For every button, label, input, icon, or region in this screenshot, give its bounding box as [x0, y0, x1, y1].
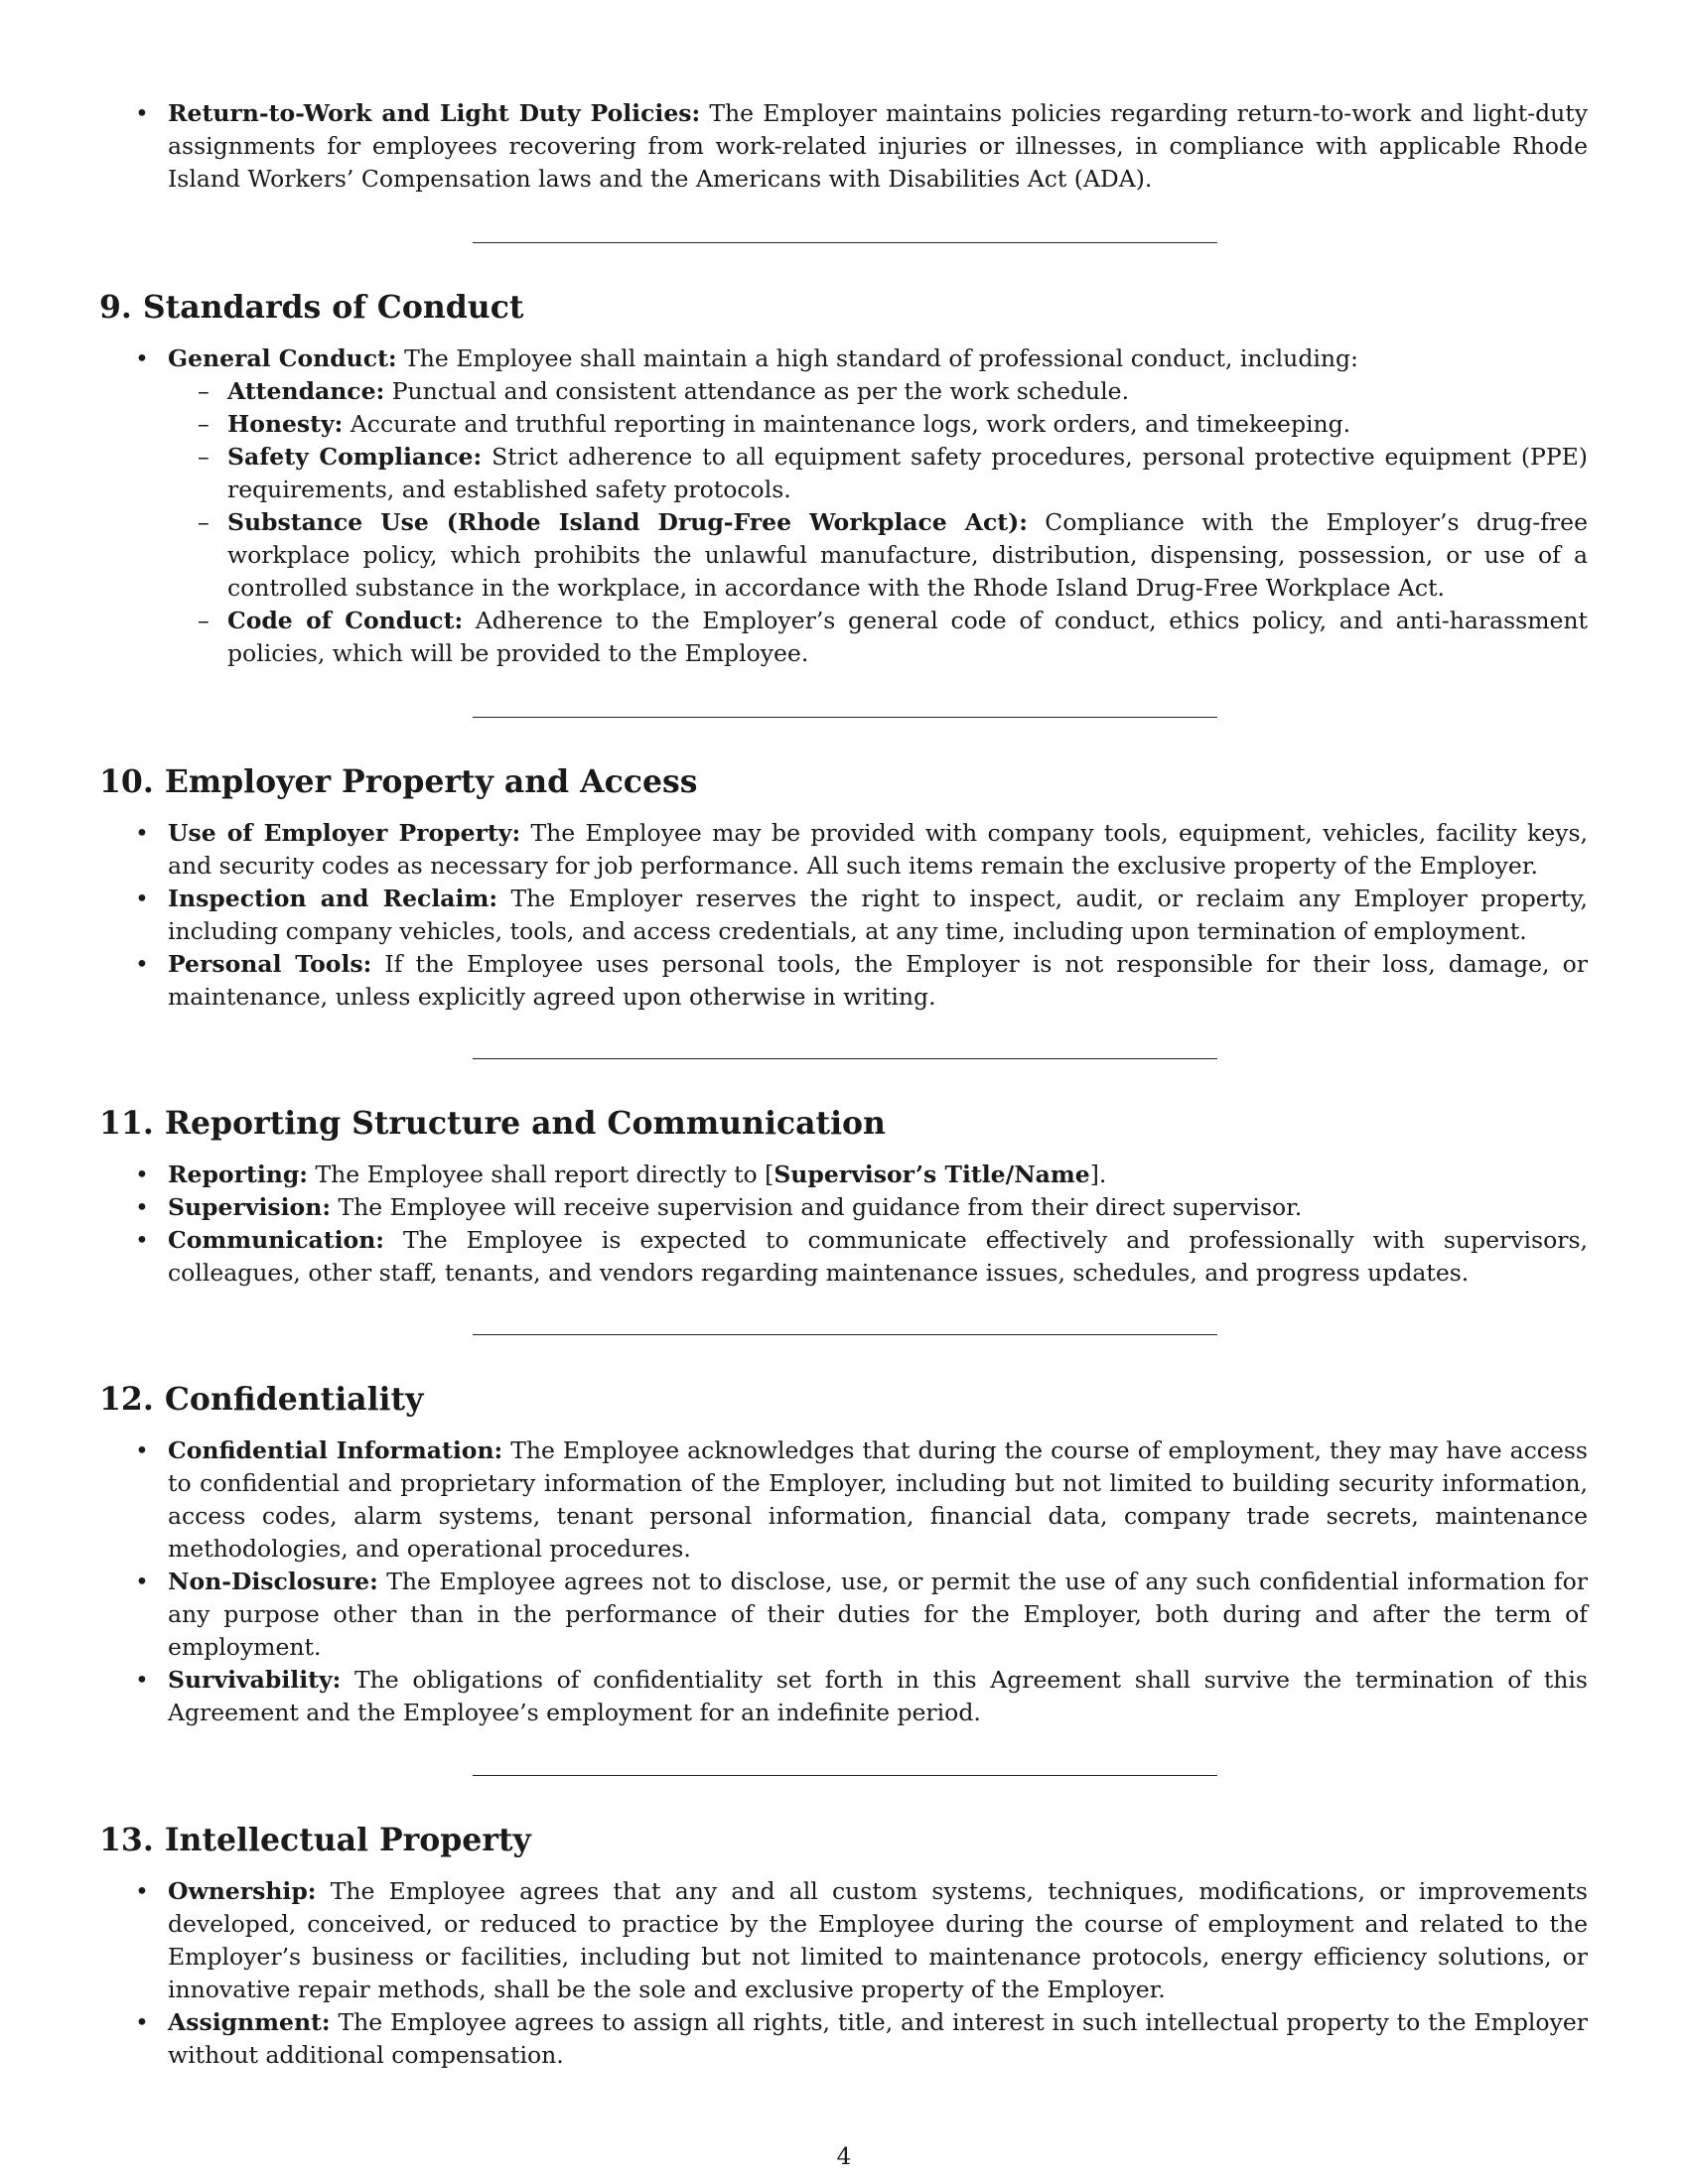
- item-suffix: .: [1098, 1160, 1107, 1188]
- sub-item: [168, 605, 1588, 670]
- item-text: The Employer reserves the right to inspect, audit, or reclaim any Employer property, including company vehicles, tools, and access credentials, at any time, including upon termination of employment.: [168, 885, 1588, 945]
- section-number: 9.: [99, 289, 132, 326]
- sub-item-label: Safety Compliance:: [227, 443, 483, 471]
- section-list: [0, 1875, 1688, 2072]
- list-item: [0, 1664, 1588, 1729]
- section-number: 10.: [99, 763, 154, 800]
- section-list: [0, 1434, 1688, 1729]
- section-title: Intellectual Property: [164, 1822, 531, 1858]
- item-label: Inspection and Reclaim:: [168, 885, 497, 912]
- item-label: Reporting:: [168, 1160, 308, 1188]
- section-divider: [473, 242, 1217, 243]
- item-label: Return-to-Work and Light Duty Policies:: [168, 99, 701, 127]
- item-text: The Employee agrees that any and all custom systems, techniques, modifications, or improvements developed, conceived, or reduced to practice by the Employee during the course of employment and related to the Employer’s business or facilities, including but not limited to maintenance protocols, energy efficiency solutions, or innovative repair methods, shall be the sole and exclusive property of the Employer.: [168, 1877, 1588, 2003]
- item-label: Assignment:: [168, 2008, 331, 2036]
- section-divider: [473, 1058, 1217, 1059]
- sub-item: [168, 375, 1588, 408]
- sub-item: [168, 441, 1588, 506]
- section-title: Standards of Conduct: [142, 289, 524, 326]
- page-number: 4: [836, 2142, 852, 2170]
- section-body: [0, 1159, 1688, 1290]
- item-label: Confidential Information:: [168, 1436, 503, 1464]
- sub-item-label: Attendance:: [227, 377, 385, 405]
- sub-item-text: Punctual and consistent attendance as per the work schedule.: [391, 377, 1130, 405]
- placeholder-text: Supervisor’s Title/Name: [774, 1160, 1090, 1188]
- list-item: [0, 1191, 1588, 1224]
- section-heading: [99, 1380, 423, 1420]
- section-number: 12.: [99, 1381, 154, 1418]
- list-item: • Reporting: The Employee shall report directly to [Supervisor’s Title/Name].: [0, 1159, 1588, 1191]
- list-item: [0, 948, 1588, 1014]
- item-text: If the Employee uses personal tools, the Employer is not responsible for their loss, damage, or maintenance, unless explicitly agreed upon otherwise in writing.: [168, 950, 1588, 1011]
- sub-item-text: Strict adherence to all equipment safety procedures, personal protective equipment (PPE) requirements, and established safety protocols.: [227, 443, 1588, 503]
- section-title: Reporting Structure and Communication: [164, 1105, 886, 1142]
- item-label: General Conduct:: [168, 344, 397, 372]
- sub-item: [168, 506, 1588, 605]
- item-text: The Employee acknowledges that during the course of employment, they may have access to confidential and proprietary information of the Employer, including but not limited to building security information, access codes, alarm systems, tenant personal information, financial data, company trade secrets, maintenance methodologies, and operational procedures.: [168, 1436, 1588, 1563]
- section-heading: [99, 1104, 886, 1144]
- item-label: Use of Employer Property:: [168, 819, 521, 847]
- item-text: The Employee shall report directly to: [315, 1160, 758, 1188]
- item-text: The Employer maintains policies regarding return-to-work and light-duty assignments for employees recovering from work-related injuries or illnesses, in compliance with applicable Rhode Island Workers’ Compensation laws and the Americans with Disabilities Act (ADA).: [168, 99, 1588, 193]
- item-text: The Employee may be provided with company tools, equipment, vehicles, facility keys, and security codes as necessary for job performance. All such items remain the exclusive property of the Employer.: [168, 819, 1588, 880]
- list-item: [0, 1875, 1588, 2006]
- item-label: Personal Tools:: [168, 950, 372, 978]
- sub-item-label: Substance Use (Rhode Island Drug-Free Workplace Act):: [227, 508, 1028, 536]
- section-divider: [473, 1775, 1217, 1776]
- sub-item-text: Compliance with the Employer’s drug-free workplace policy, which prohibits the unlawful manufacture, distribution, dispensing, possession, or use of a controlled substance in the workplace, in accordance with the Rhode Island Drug-Free Workplace Act.: [227, 508, 1588, 602]
- item-text: The Employee is expected to communicate effectively and professionally with supervisors, colleagues, other staff, tenants, and vendors regarding maintenance issues, schedules, and progress updates.: [168, 1226, 1588, 1287]
- section-heading: [99, 1821, 531, 1860]
- section-heading: [99, 762, 697, 802]
- item-label: Supervision:: [168, 1193, 331, 1221]
- section-number: 13.: [99, 1822, 154, 1858]
- section-divider: [473, 717, 1217, 718]
- list-item: [0, 1566, 1588, 1664]
- item-text: The Employee will receive supervision and guidance from their direct supervisor.: [338, 1193, 1303, 1221]
- item-text: The Employee agrees not to disclose, use, or permit the use of any such confidential information for any purpose other than in the performance of their duties for the Employer, both during and after the term of employment.: [168, 1568, 1588, 1661]
- section-heading: [99, 288, 523, 328]
- section-body: [0, 342, 1688, 670]
- section-list: [0, 342, 1688, 670]
- section-divider: [473, 1334, 1217, 1335]
- list-item: [0, 342, 1588, 670]
- list-item: [0, 2006, 1588, 2072]
- list-item: [0, 883, 1588, 948]
- item-label: Ownership:: [168, 1877, 317, 1905]
- section-list: [0, 817, 1688, 1014]
- sub-item: [168, 408, 1588, 441]
- item-label: Communication:: [168, 1226, 384, 1254]
- sub-item-label: Honesty:: [227, 410, 344, 438]
- sub-item-text: Accurate and truthful reporting in maintenance logs, work orders, and timekeeping.: [350, 410, 1351, 438]
- section-body: [0, 1434, 1688, 1729]
- section-body: [0, 817, 1688, 1014]
- list-item: [0, 97, 1588, 196]
- item-text: The obligations of confidentiality set forth in this Agreement shall survive the termination of this Agreement and the Employee’s employment for an indefinite period.: [168, 1666, 1588, 1726]
- list-item: [0, 1224, 1588, 1290]
- top-list: [0, 97, 1688, 196]
- sub-item-text: Adherence to the Employer’s general code of conduct, ethics policy, and anti-harassment policies, which will be provided to the Employee.: [227, 607, 1588, 667]
- item-label: Non-Disclosure:: [168, 1568, 378, 1595]
- section-list: [0, 1159, 1688, 1290]
- section-body: [0, 1875, 1688, 2072]
- item-text: The Employee agrees to assign all rights, title, and interest in such intellectual property to the Employer without additional compensation.: [168, 2008, 1588, 2069]
- section-title: Confidentiality: [164, 1381, 424, 1418]
- sub-list: [168, 375, 1588, 670]
- list-item: [0, 1434, 1588, 1566]
- top-block: [0, 97, 1688, 196]
- sub-item-label: Code of Conduct:: [227, 607, 464, 634]
- section-title: Employer Property and Access: [164, 763, 698, 800]
- section-number: 11.: [99, 1105, 154, 1142]
- list-item: [0, 817, 1588, 883]
- item-text: The Employee shall maintain a high standard of professional conduct, including:: [404, 344, 1358, 372]
- item-label: Survivability:: [168, 1666, 342, 1694]
